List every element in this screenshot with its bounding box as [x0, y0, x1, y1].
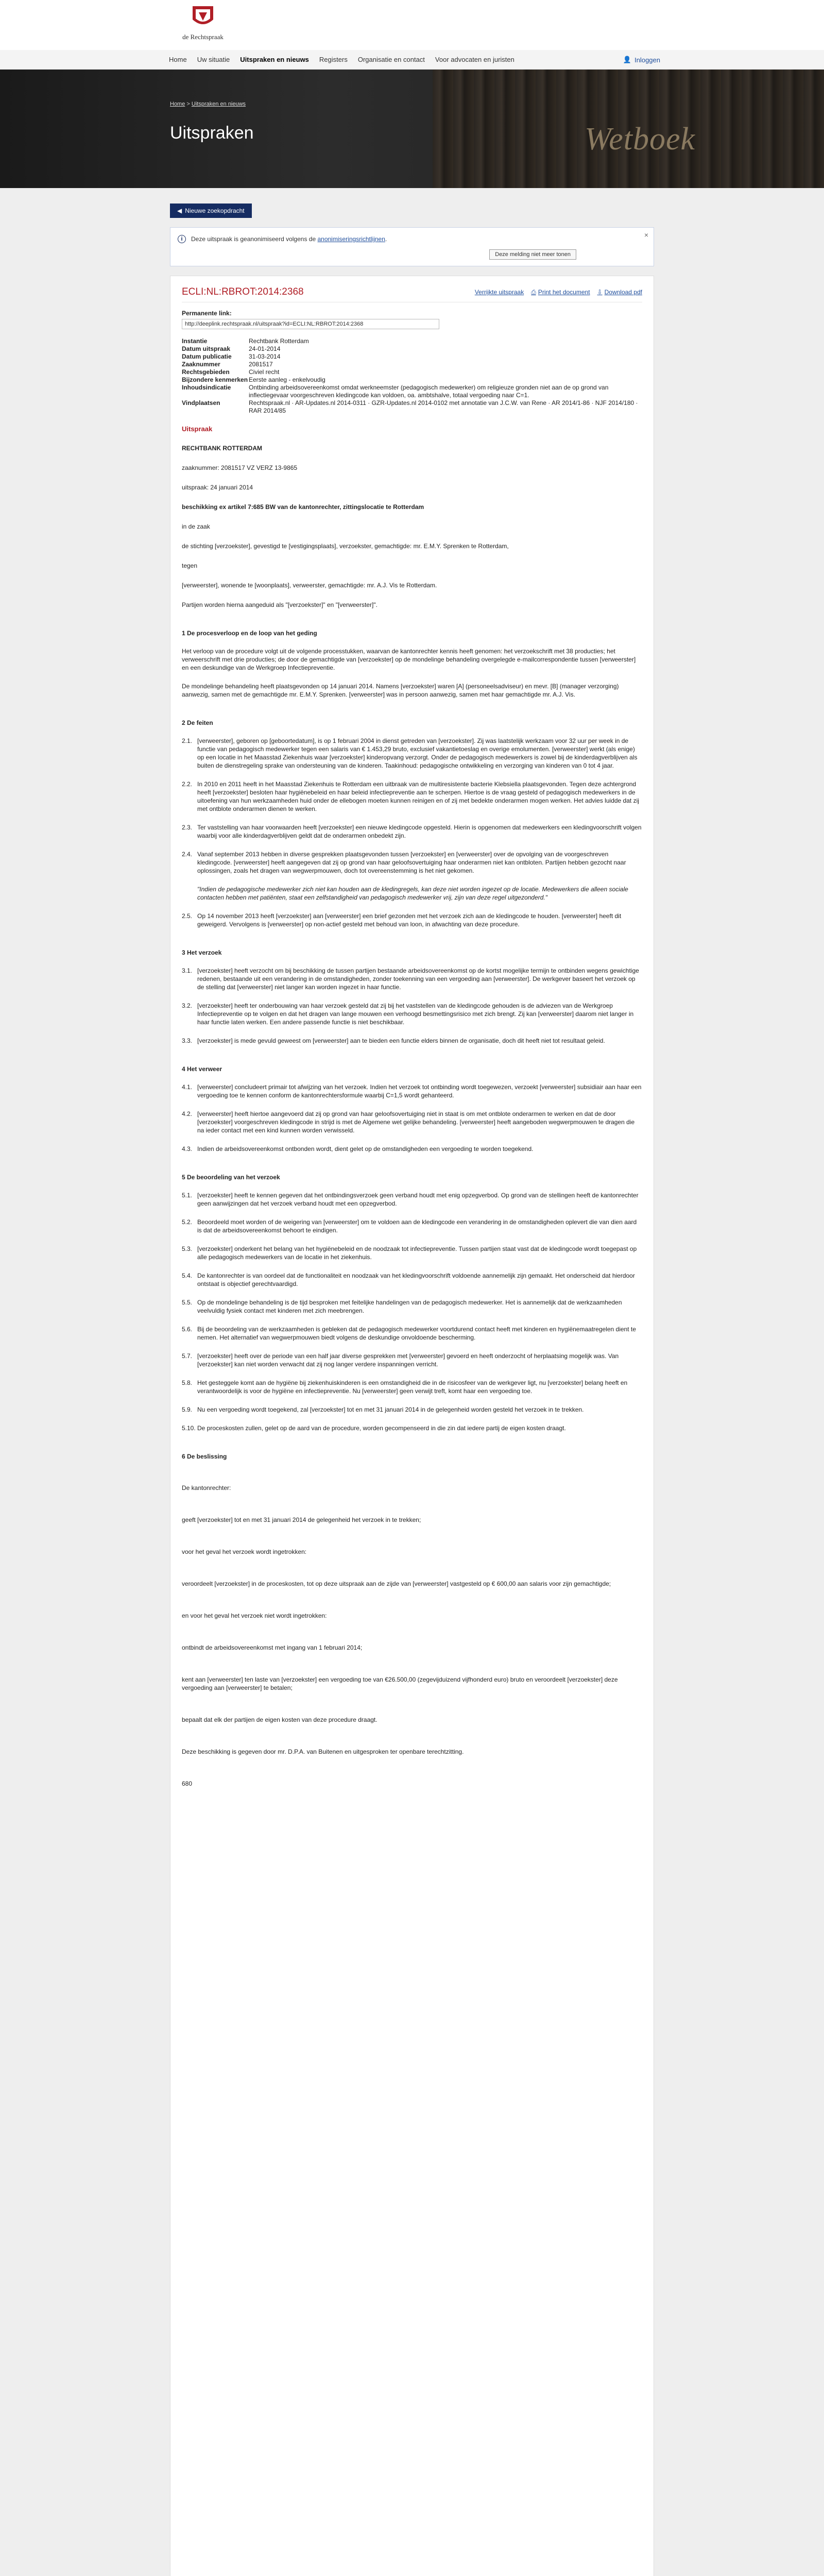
paragraph-number: 5.3.	[182, 1245, 193, 1252]
numbered-paragraph	[182, 1083, 642, 1099]
paragraph-number: 2.3.	[182, 824, 193, 831]
metadata-key: Instantie	[182, 337, 208, 345]
ruling-paragraph: "Indien de pedagogische medewerker zich niet kan houden aan de kledingregels, kan deze niet worden ingezet op de locatie. Medewerkers die alleen sociale contacten hebben met patiënten, staat een zelfstandigheid van pedagogisch medewerker vrij, zijn van deze regel uitgezonderd."	[197, 886, 628, 901]
paragraph-number: 5.9.	[182, 1406, 193, 1413]
metadata-key: Datum publicatie	[182, 353, 232, 360]
paragraph-number: 3.3.	[182, 1037, 193, 1044]
breadcrumb	[170, 101, 246, 107]
paragraph-text: Vanaf september 2013 hebben in diverse gesprekken plaatsgevonden tussen [verzoekster] en [verweerster] over de opvolging van de voorgeschreven kledingcode. [verweerster] heeft aangegeven dat zij op grond van haar geloofsovertuiging haar onderarmen niet kan ontbloten. Partijen hebben gezocht naar oplossingen, zoals het dragen van wegwerpmouwen, doch tot overeenstemming is het niet gekomen.	[197, 851, 626, 874]
ruling-paragraph: Deze beschikking is gegeven door mr. D.P.A. van Buitenen en uitgesproken ter openbare terechtzitting.	[182, 1748, 464, 1755]
numbered-paragraph	[182, 912, 642, 928]
site-logo[interactable]	[172, 4, 234, 45]
new-search-button[interactable]	[170, 204, 252, 218]
ruling-paragraph: en voor het geval het verzoek niet wordt ingetrokken:	[182, 1612, 327, 1619]
nav-item-uitspraken-en-nieuws[interactable]: Uitspraken en nieuws	[240, 56, 309, 63]
paragraph-number: 2.2.	[182, 781, 193, 788]
paragraph-text: [verzoekster] heeft ter onderbouwing van haar verzoek gesteld dat zij bij het vaststellen van de kledingcode gehouden is de adviezen van de Werkgroep Infectiepreventie op te volgen en dat het dragen van lange mouwen een verhoogd besmettingsrisico met zich brengt. Zij kan [verweerster] daarom niet langer in haar functie laten werken. Een andere passende functie is niet beschikbaar.	[197, 1002, 634, 1026]
dismiss-notice-button[interactable]: Deze melding niet meer tonen	[489, 249, 576, 260]
ruling-intro	[182, 444, 642, 609]
ruling-paragraph: bepaalt dat elk der partijen de eigen kosten van deze procedure draagt.	[182, 1716, 377, 1723]
numbered-paragraph	[182, 1325, 642, 1342]
download-pdf-link[interactable]	[597, 289, 642, 296]
numbered-paragraph	[182, 1245, 642, 1261]
metadata-value: 24-01-2014	[249, 345, 281, 352]
ruling-paragraph: voor het geval het verzoek wordt ingetrokken:	[182, 1548, 307, 1555]
paragraph-text: [verzoekster] is mede gevuld geweest om [verweerster] aan te bieden een functie elders binnen de organisatie, doch dit heeft niet tot resultaat geleid.	[197, 1037, 605, 1044]
paragraph-number: 2.1.	[182, 737, 193, 744]
permalink-label: Permanente link:	[182, 310, 232, 317]
nav-item-home[interactable]: Home	[169, 56, 187, 63]
site-header	[0, 0, 824, 50]
nav-item-voor-advocaten-en-juristen[interactable]: Voor advocaten en juristen	[435, 56, 514, 63]
document-actions	[475, 289, 642, 296]
paragraph-number: 4.2.	[182, 1110, 193, 1117]
permalink-field[interactable]	[182, 319, 439, 329]
nav-item-uw-situatie[interactable]: Uw situatie	[197, 56, 230, 63]
metadata-key: Bijzondere kenmerken	[182, 376, 248, 383]
section-heading: 2 De feiten	[182, 719, 213, 726]
logo-emblem-icon	[188, 4, 217, 31]
info-icon: i	[178, 235, 186, 243]
close-icon[interactable]: ×	[644, 231, 648, 239]
print-label: Print het document	[538, 289, 590, 296]
paragraph-text: [verweerster] heeft hiertoe aangevoerd dat zij op grond van haar geloofsovertuiging niet in staat is om met ontblote onderarmen te werken en dat de door [verzoekster] voorgeschreven kledingcode in strijd is met de Algemene wet gelijke behandeling. [verweerster] heeft aangeboden wegwerpmouwen te dragen die na ieder contact met een kind kunnen worden verwisseld.	[197, 1110, 635, 1134]
paragraph-text: Indien de arbeidsovereenkomst ontbonden wordt, dient gelet op de omstandigheden een vergoeding te worden toegekend.	[197, 1145, 534, 1153]
numbered-paragraph	[182, 1298, 642, 1315]
numbered-paragraph	[182, 823, 642, 840]
hero-decor-text: Wetboek	[585, 122, 695, 157]
paragraph-number: 2.5.	[182, 912, 193, 920]
section-heading: 5 De beoordeling van het verzoek	[182, 1174, 280, 1181]
numbered-paragraph	[182, 1002, 642, 1026]
ruling-paragraph: Partijen worden hierna aangeduid als "[verzoekster]" en "[verweerster]".	[182, 601, 377, 608]
paragraph-text: [verzoekster] heeft verzocht om bij beschikking de tussen partijen bestaande arbeidsovereenkomst op de kortst mogelijke termijn te ontbinden wegens gewichtige redenen, bestaande uit een verandering in de omstandigheden, zonder toekenning van een vergoeding aan [verweerster]. De werkgever baseert het verzoek op de stelling dat [verweerster] niet langer kan worden ingezet in haar functie.	[197, 967, 639, 991]
ruling-heading: Uitspraak	[182, 425, 213, 433]
metadata-key: Inhoudsindicatie	[182, 384, 231, 391]
enriched-ruling-link[interactable]: Verrijkte uitspraak	[474, 289, 524, 296]
paragraph-text: In 2010 en 2011 heeft in het Maasstad Ziekenhuis te Rotterdam een uitbraak van de multiresistente bacterie Klebsiella plaatsgevonden. Tegen deze achtergrond heeft [verzoekster] besloten haar hygiënebeleid en haar beleid infectiepreventie aan te scherpen. Hiertoe is de vraag gesteld of pedagogisch medewerkers in de uitoefening van hun werkzaamheden huid onder de ellebogen moeten kunnen reinigen en of zij met bedekte onderarmen mogen werken. Het advies luidde dat zij met ontblote onderarmen dienen te werken.	[197, 781, 639, 812]
ruling-metadata	[182, 337, 642, 415]
paragraph-number: 5.4.	[182, 1272, 193, 1279]
paragraph-text: Ter vaststelling van haar voorwaarden heeft [verzoekster] een nieuwe kledingcode opgesteld. Hierin is opgenomen dat medewerkers een kledingvoorschrift volgen waarbij voor alle kinderdagverblijven geldt dat de onderarmen onbedekt zijn.	[197, 824, 642, 839]
metadata-row	[182, 399, 642, 415]
download-icon: ⇩	[597, 289, 603, 296]
paragraph-number: 4.3.	[182, 1145, 193, 1153]
ruling-document	[170, 276, 654, 2576]
paragraph-number: 5.10.	[182, 1425, 196, 1432]
metadata-key: Datum uitspraak	[182, 345, 231, 352]
ruling-paragraph: in de zaak	[182, 523, 210, 530]
metadata-key: Vindplaatsen	[182, 399, 220, 406]
paragraph-text: Bij de beoordeling van de werkzaamheden is gebleken dat de pedagogisch medewerker voortdurend contact heeft met kinderen en hygiënemaatregelen dient te nemen. Het alternatief van wegwerpmouwen biedt volgens de deskundige onvoldoende bescherming.	[197, 1326, 636, 1341]
paragraph-number: 5.8.	[182, 1379, 193, 1386]
ruling-paragraph: De mondelinge behandeling heeft plaatsgevonden op 14 januari 2014. Namens [verzoekster] waren [A] (personeelsadviseur) en mevr. [B] (manager verzorging) aanwezig, samen met de gemachtigde mr. E.M.Y. Sprenken. [verweerster] was in persoon aanwezig, samen met haar gemachtigde mr. A.J. Vis.	[182, 683, 619, 698]
paragraph-text: [verzoekster] heeft te kennen gegeven dat het ontbindingsverzoek geen verband houdt met enig opzegverbod. Op grond van de stellingen heeft de kantonrechter geen aanwijzingen dat het verzoek verband houdt met een opzegverbod.	[197, 1192, 639, 1207]
ruling-paragraph: Het verloop van de procedure volgt uit de volgende processtukken, waarvan de kantonrechter kennis heeft genomen: het verzoekschrift met 38 producties; het verweerschrift met drie producties; de door de gemachtigde van [verzoekster] op de mondelinge behandeling overgelegde e-mailcorrespondentie tussen [verweerster] en een deskundige van de Werkgroep Infectiepreventie.	[182, 648, 636, 671]
main-content	[164, 188, 660, 2576]
paragraph-text: Op 14 november 2013 heeft [verzoekster] aan [verweerster] een brief gezonden met het verzoek zich aan de kledingcode te houden. [verweerster] heeft dit geweigerd. Vervolgens is [verweerster] op non-actief gesteld met behoud van loon, in afwachting van deze procedure.	[197, 912, 622, 928]
user-icon: 👤	[623, 56, 632, 63]
numbered-paragraph	[182, 1424, 642, 1432]
numbered-paragraph	[182, 1272, 642, 1288]
metadata-value: 2081517	[249, 361, 273, 368]
page-hero	[0, 70, 824, 188]
notice-text-suffix: .	[385, 235, 387, 243]
ruling-paragraph: 680	[182, 1780, 193, 1787]
section-heading: 6 De beslissing	[182, 1453, 227, 1460]
login-link[interactable]	[623, 56, 660, 64]
metadata-value: 31-03-2014	[249, 353, 281, 360]
ruling-paragraph: [verweerster], wonende te [woonplaats], verweerster, gemachtigde: mr. A.J. Vis te Rotterdam.	[182, 582, 437, 589]
print-link[interactable]	[531, 289, 590, 296]
section-heading: 4 Het verweer	[182, 1065, 222, 1073]
section-heading: 3 Het verzoek	[182, 949, 222, 956]
paragraph-text: Het gesteggele komt aan de hygiëne bij ziekenhuiskinderen is een omstandigheid die in de risicosfeer van de werkgever ligt, nu [verzoekster] belang heeft en verantwoordelijk is voor de hygiëne en infectiepreventie. Nu [verweerster] geen verwijt treft, komt haar een vergoeding toe.	[197, 1379, 628, 1395]
metadata-row	[182, 337, 642, 345]
numbered-paragraph	[182, 1352, 642, 1368]
metadata-row	[182, 361, 642, 368]
anonymization-guidelines-link[interactable]: anonimiseringsrichtlijnen	[317, 235, 385, 243]
print-icon: ⎙	[531, 288, 536, 296]
paragraph-number: 3.2.	[182, 1002, 193, 1009]
numbered-paragraph	[182, 1218, 642, 1234]
numbered-paragraph	[182, 780, 642, 813]
numbered-paragraph	[182, 1037, 642, 1045]
ruling-paragraph: RECHTBANK ROTTERDAM	[182, 445, 262, 452]
paragraph-number: 5.2.	[182, 1218, 193, 1226]
paragraph-text: [verzoekster] onderkent het belang van het hygiënebeleid en de noodzaak tot infectiepreventie. Tussen partijen staat vast dat de kledingcode wordt toegepast op alle pedagogisch medewerkers van de locatie in het ziekenhuis.	[197, 1245, 637, 1261]
ecli-header	[182, 286, 642, 302]
ecli-number: ECLI:NL:RBROT:2014:2368	[182, 286, 304, 297]
paragraph-number: 5.7.	[182, 1352, 193, 1360]
numbered-paragraph	[182, 1405, 642, 1414]
ruling-paragraph: uitspraak: 24 januari 2014	[182, 484, 253, 491]
paragraph-text: [verweerster], geboren op [geboortedatum], is op 1 februari 2004 in dienst getreden van [verzoekster]. Zij was laatstelijk werkzaam voor 32 uur per week in de functie van pedagogisch medewerker tegen een salaris van € 1.453,29 bruto, exclusief vakantietoeslag en overige emolumenten. [verweerster] werkt (als enige) op een locatie in het Maasstad Ziekenhuis waar [verzoekster] kinderopvang verzorgt. Onder de pedagogisch medewerkers is zowel bij de kinderdagverblijven als buiten de dienstregeling sprake van ondersteuning van de kinderen. Taakinhoud: pedagogische ontwikkeling en verzorging van kinderen van 0 tot 4 jaar.	[197, 737, 638, 769]
metadata-row	[182, 384, 642, 399]
numbered-paragraph	[182, 737, 642, 770]
paragraph-number: 5.6.	[182, 1326, 193, 1333]
ruling-paragraph: zaaknummer: 2081517 VZ VERZ 13-9865	[182, 464, 298, 471]
numbered-paragraph	[182, 967, 642, 991]
page-title: Uitspraken	[170, 123, 254, 143]
paragraph-text: Beoordeeld moet worden of de weigering van [verweerster] om te voldoen aan de kledingcode een verandering in de omstandigheden oplevert die van dien aard is dat de arbeidsovereenkomst behoort te eindigen.	[197, 1218, 637, 1234]
new-search-label: Nieuwe zoekopdracht	[185, 207, 245, 214]
breadcrumb-current[interactable]: Uitspraken en nieuws	[191, 101, 246, 107]
ruling-sections	[182, 630, 642, 1788]
metadata-value: Civiel recht	[249, 368, 280, 376]
paragraph-number: 2.4.	[182, 851, 193, 858]
paragraph-number: 5.1.	[182, 1192, 193, 1199]
paragraph-number: 5.5.	[182, 1299, 193, 1306]
nav-item-registers[interactable]: Registers	[319, 56, 348, 63]
ruling-paragraph: beschikking ex artikel 7:685 BW van de kantonrechter, zittingslocatie te Rotterdam	[182, 503, 424, 511]
metadata-value: Rechtspraak.nl · AR-Updates.nl 2014-0311 · GZR-Updates.nl 2014-0102 met annotatie van J.C.W. van Rene · AR 2014/1-86 · NJF 2014/180 · RAR 2014/85	[249, 399, 638, 414]
nav-item-organisatie-en-contact[interactable]: Organisatie en contact	[357, 56, 425, 63]
paragraph-text: De proceskosten zullen, gelet op de aard van de procedure, worden gecompenseerd in die zin dat iedere partij de eigen kosten draagt.	[197, 1425, 566, 1432]
paragraph-text: [verzoekster] heeft over de periode van een half jaar diverse gesprekken met [verweerster] gevoerd en heeft onderzocht of herplaatsing mogelijk was. Van [verzoekster] kan niet worden verwacht dat zij nog langer verdere inspanningen verricht.	[197, 1352, 619, 1368]
paragraph-text: De kantonrechter is van oordeel dat de functionaliteit en noodzaak van het kledingvoorschrift voldoende aannemelijk zijn gemaakt. Het onderscheid dat hierdoor ontstaat is objectief gerechtvaardigd.	[197, 1272, 635, 1287]
metadata-row	[182, 345, 642, 353]
login-label: Inloggen	[634, 56, 660, 64]
ruling-paragraph: kent aan [verweerster] ten laste van [verzoekster] een vergoeding toe van €26.500,00 (zegevijduizend vijfhonderd euro) bruto en veroordeelt [verzoekster] deze vergoeding aan [verweerster] te betalen;	[182, 1676, 618, 1691]
metadata-value: Eerste aanleg - enkelvoudig	[249, 376, 325, 383]
arrow-left-icon: ◀	[177, 207, 182, 214]
paragraph-text: Op de mondelinge behandeling is de tijd besproken met feitelijke handelingen van de pedagogisch medewerker. Het is aannemelijk dat de werkzaamheden veelvuldig fysiek contact met kinderen met zich meebrengen.	[197, 1299, 622, 1314]
metadata-row	[182, 376, 642, 384]
paragraph-number: 3.1.	[182, 967, 193, 974]
metadata-row	[182, 368, 642, 376]
ruling-paragraph: de stichting [verzoekster], gevestigd te [vestigingsplaats], verzoekster, gemachtigde: mr. E.M.Y. Sprenken te Rotterdam,	[182, 543, 509, 550]
anonymization-notice	[170, 227, 654, 266]
metadata-key: Zaaknummer	[182, 361, 220, 368]
numbered-paragraph	[182, 850, 642, 875]
metadata-value: Rechtbank Rotterdam	[249, 337, 309, 345]
site-name: de Rechtspraak	[182, 33, 224, 41]
notice-text-prefix: Deze uitspraak is geanonimiseerd volgens de	[191, 235, 318, 243]
section-heading: 1 De procesverloop en de loop van het geding	[182, 630, 317, 637]
paragraph-text: Nu een vergoeding wordt toegekend, zal [verzoekster] tot en met 31 januari 2014 in de gelegenheid worden gesteld het verzoek in te trekken.	[197, 1406, 584, 1413]
ruling-paragraph: De kantonrechter:	[182, 1484, 231, 1492]
numbered-paragraph	[182, 1191, 642, 1208]
paragraph-text: [verweerster] concludeert primair tot afwijzing van het verzoek. Indien het verzoek tot ontbinding wordt toegewezen, verzoekt [verweerster] subsidiair aan haar een vergoeding toe te kennen conform de kantonrechtersformule waarbij C=1,5 wordt gehanteerd.	[197, 1083, 642, 1099]
numbered-paragraph	[182, 1145, 642, 1153]
ruling-paragraph: ontbindt de arbeidsovereenkomst met ingang van 1 februari 2014;	[182, 1644, 363, 1651]
breadcrumb-home[interactable]: Home	[170, 101, 185, 107]
metadata-row	[182, 353, 642, 361]
main-navigation	[0, 50, 824, 70]
notice-text	[191, 235, 387, 243]
numbered-paragraph	[182, 1379, 642, 1395]
paragraph-number: 4.1.	[182, 1083, 193, 1091]
metadata-key: Rechtsgebieden	[182, 368, 230, 376]
numbered-paragraph	[182, 1110, 642, 1134]
download-label: Download pdf	[604, 289, 642, 296]
ruling-paragraph: geeft [verzoekster] tot en met 31 januari 2014 de gelegenheid het verzoek in te trekken;	[182, 1516, 421, 1523]
ruling-paragraph: veroordeelt [verzoekster] in de proceskosten, tot op deze uitspraak aan de zijde van [verweerster] vastgesteld op € 600,00 aan salaris voor zijn gemachtigde;	[182, 1580, 611, 1587]
breadcrumb-separator: >	[185, 101, 192, 107]
ruling-paragraph: tegen	[182, 562, 198, 569]
metadata-value: Ontbinding arbeidsovereenkomst omdat werkneemster (pedagogisch medewerker) om religieuze gronden niet aan de op grond van inflectiegevaar voorgeschreven kledingcode kan voldoen, oa. ambtshalve, totaal vergoeding naar C=1.	[249, 384, 609, 399]
